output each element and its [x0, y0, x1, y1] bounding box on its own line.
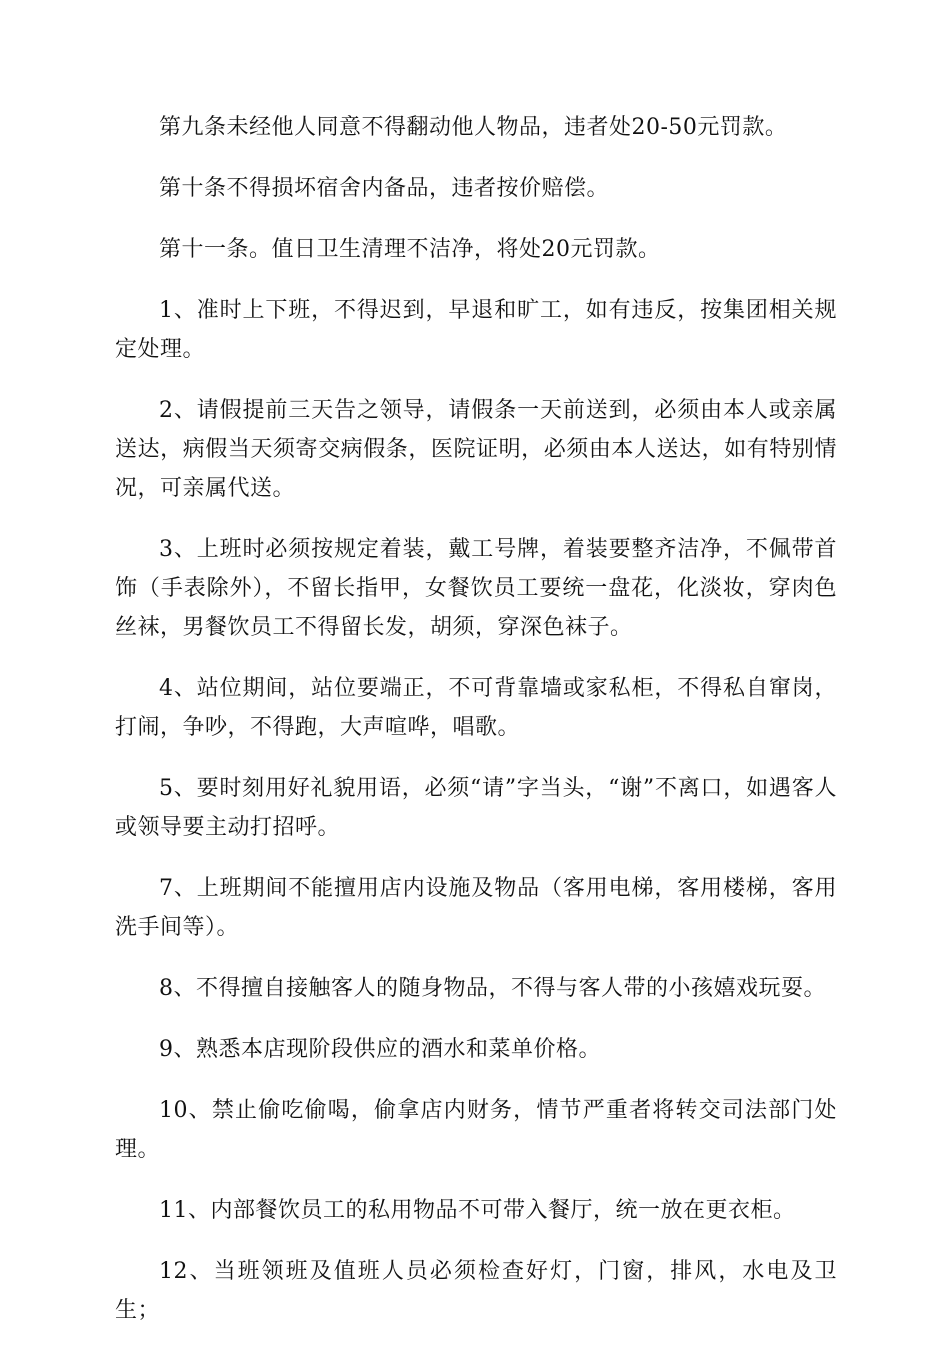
- paragraph-rule-2: 2、请假提前三天告之领导，请假条一天前送到，必须由本人或亲属送达，病假当天须寄交病假条，医院证明，必须由本人送达，如有特别情况，可亲属代送。: [115, 398, 837, 501]
- paragraph-rule-11: 11、内部餐饮员工的私用物品不可带入餐厅，统一放在更衣柜。: [159, 1198, 796, 1223]
- paragraph-rule-12: 12、当班领班及值班人员必须检查好灯，门窗，排风，水电及卫生；: [115, 1259, 837, 1323]
- paragraph-rule-7: 7、上班期间不能擅用店内设施及物品（客用电梯，客用楼梯，客用洗手间等）。: [115, 876, 837, 940]
- paragraph-article-9: 第九条未经他人同意不得翻动他人物品，违者处20-50元罚款。: [159, 115, 788, 140]
- paragraph-rule-1: 1、准时上下班，不得迟到，早退和旷工，如有违反，按集团相关规定处理。: [115, 298, 837, 362]
- paragraph-rule-9: 9、熟悉本店现阶段供应的酒水和菜单价格。: [159, 1037, 601, 1062]
- paragraph-rule-8: 8、不得擅自接触客人的随身物品，不得与客人带的小孩嬉戏玩耍。: [159, 976, 826, 1001]
- document-body: [115, 108, 837, 1352]
- paragraph-rule-3: 3、上班时必须按规定着装，戴工号牌，着装要整齐洁净，不佩带首饰（手表除外），不留长指甲，女餐饮员工要统一盘花，化淡妆，穿肉色丝袜，男餐饮员工不得留长发，胡须，穿深色袜子。: [115, 537, 837, 640]
- paragraph-article-10: 第十条不得损坏宿舍内备品，违者按价赔偿。: [159, 176, 610, 201]
- paragraph-rule-4: 4、站位期间，站位要端正，不可背靠墙或家私柜，不得私自窜岗，打闹，争吵，不得跑，大声喧哗，唱歌。: [115, 676, 837, 740]
- paragraph-article-11: 第十一条。值日卫生清理不洁净，将处20元罚款。: [159, 237, 661, 262]
- paragraph-rule-10: 10、禁止偷吃偷喝，偷拿店内财务，情节严重者将转交司法部门处理。: [115, 1098, 837, 1162]
- paragraph-rule-5: 5、要时刻用好礼貌用语，必须“请”字当头，“谢”不离口，如遇客人或领导要主动打招呼。: [115, 776, 837, 840]
